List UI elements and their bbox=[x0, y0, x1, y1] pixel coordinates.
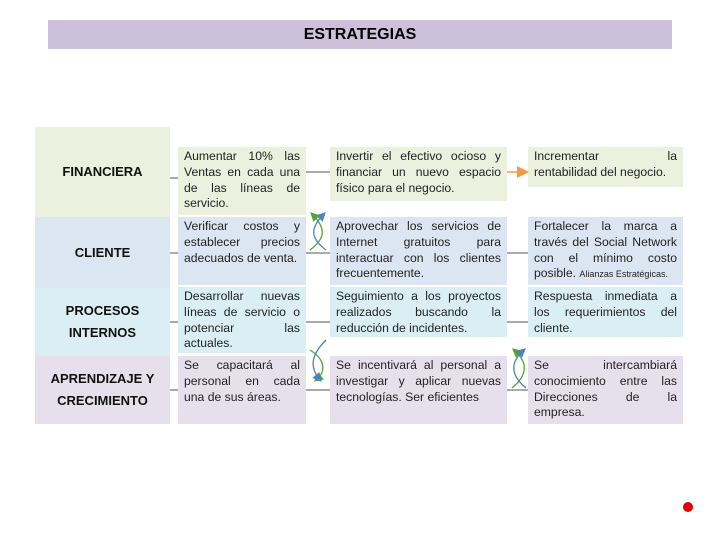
perspective-cliente bbox=[35, 217, 170, 288]
arrow-green-cross bbox=[310, 350, 323, 380]
strategy-cell-text: Fortalecer la marca a través del Social Network con el mínimo costo posible. bbox=[534, 219, 677, 281]
arrow-blue-cross bbox=[313, 340, 326, 380]
perspective-financiera bbox=[35, 127, 170, 217]
strategy-cell-procesos-3: Respuesta inmediata a los requerimientos del cliente. bbox=[528, 287, 683, 337]
arrow-blue-cross bbox=[314, 214, 326, 250]
arrow-blue-cross bbox=[514, 350, 526, 388]
strategy-cell-procesos-1: Desarrollar nuevas líneas de servicio o potenciar las actuales. bbox=[178, 287, 306, 353]
perspective-procesos bbox=[35, 288, 170, 356]
strategy-cell-aprendizaje-2: Se incentivará al personal a investigar y aplicar nuevas tecnologías. Ser eficientes bbox=[330, 356, 507, 424]
strategy-note: Alianzas Estratégicas. bbox=[579, 269, 668, 280]
red-marker-dot bbox=[683, 502, 693, 512]
strategy-cell-cliente-3 bbox=[528, 217, 683, 285]
strategy-cell-financiera-1: Aumentar 10% las Ventas en cada una de las líneas de servicio. bbox=[178, 147, 306, 215]
perspective-label: CLIENTE bbox=[74, 244, 131, 260]
perspective-aprendizaje bbox=[35, 356, 170, 424]
strategy-cell-financiera-2: Invertir el efectivo ocioso y financiar un nuevo espacio físico para el negocio. bbox=[330, 147, 507, 201]
perspective-label-line2: CRECIMIENTO bbox=[57, 393, 148, 408]
perspective-label: FINANCIERA bbox=[62, 164, 143, 179]
perspective-label-line1: APRENDIZAJE Y bbox=[50, 371, 155, 386]
perspective-label-line2: INTERNOS bbox=[68, 325, 137, 340]
page-title: ESTRATEGIAS bbox=[48, 20, 672, 49]
perspective-label-line1: PROCESOS bbox=[65, 303, 140, 318]
strategy-cell-financiera-3: Incrementar la rentabilidad del negocio. bbox=[528, 147, 683, 187]
strategy-cell-aprendizaje-1: Se capacitará al personal en cada una de sus áreas. bbox=[178, 356, 306, 424]
arrow-green-cross bbox=[512, 350, 524, 388]
strategy-cell-aprendizaje-3: Se intercambiará conocimiento entre las Direcciones de la empresa. bbox=[528, 356, 683, 424]
arrow-green-cross bbox=[310, 214, 322, 250]
strategy-cell-cliente-2: Aprovechar los servicios de Internet gratuitos para interactuar con los clientes frecuentemente. bbox=[330, 217, 507, 285]
strategy-cell-procesos-2: Seguimiento a los proyectos realizados buscando la reducción de incidentes. bbox=[330, 287, 507, 337]
strategy-cell-cliente-1: Verificar costos y establecer precios adecuados de venta. bbox=[178, 217, 306, 285]
